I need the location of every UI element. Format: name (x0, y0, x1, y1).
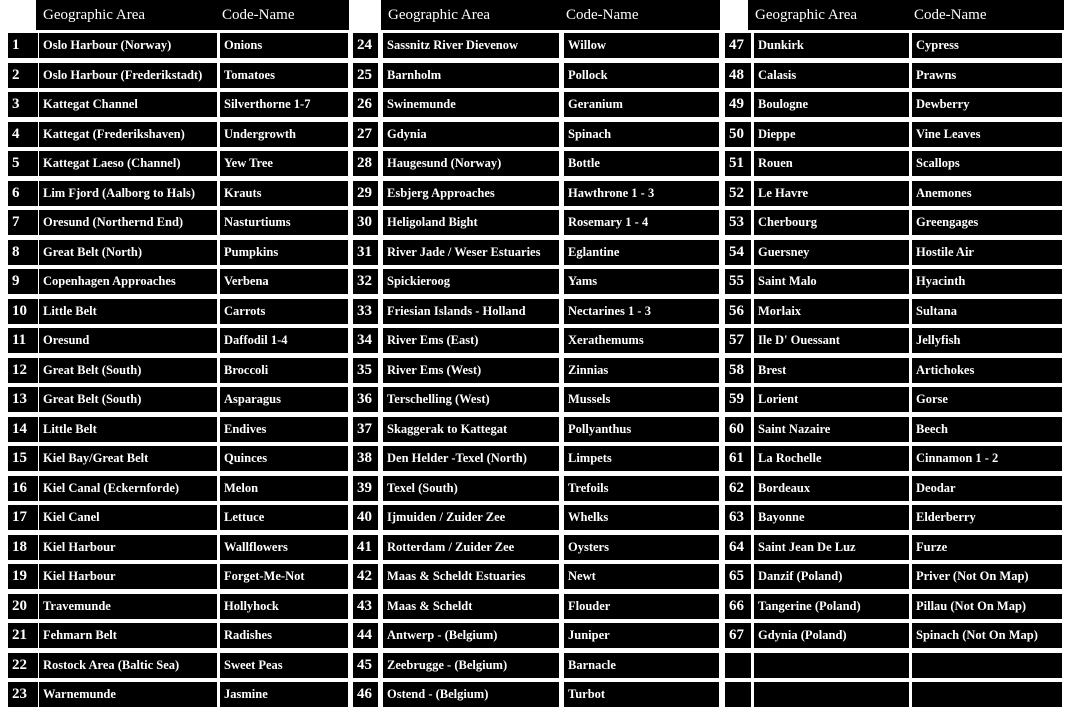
row-number: 51 (725, 151, 751, 176)
row-number: 42 (353, 564, 378, 589)
code-name-cell: Artichokes (912, 358, 1062, 383)
geographic-area-cell: Tangerine (Poland) (754, 594, 909, 619)
code-name-cell: Sweet Peas (220, 653, 348, 678)
code-name-cell: Cypress (912, 33, 1062, 58)
code-name-cell: Verbena (220, 269, 348, 294)
row-number: 32 (353, 269, 378, 294)
geographic-area-cell: Saint Jean De Luz (754, 535, 909, 560)
geographic-area-cell: Great Belt (South) (39, 358, 217, 383)
row-number: 31 (353, 240, 378, 265)
geographic-area-cell: River Ems (East) (383, 328, 559, 353)
code-name-cell (912, 653, 1062, 678)
code-name-cell (912, 682, 1062, 707)
row-number: 47 (725, 33, 751, 58)
geographic-area-cell: Rostock Area (Baltic Sea) (39, 653, 217, 678)
code-name-cell: Tomatoes (220, 63, 348, 88)
code-name-cell: Vine Leaves (912, 122, 1062, 147)
row-number: 34 (353, 328, 378, 353)
geographic-area-cell: Travemunde (39, 594, 217, 619)
code-name-cell: Daffodil 1-4 (220, 328, 348, 353)
code-name-cell: Deodar (912, 476, 1062, 501)
code-name-cell: Hyacinth (912, 269, 1062, 294)
code-name-cell: Pollock (564, 63, 719, 88)
code-name-cell: Furze (912, 535, 1062, 560)
geographic-area-cell: Great Belt (North) (39, 240, 217, 265)
row-number: 3 (8, 92, 38, 117)
header-code-col3: Code-Name (908, 0, 1064, 30)
geographic-area-cell: Heligoland Bight (383, 210, 559, 235)
code-name-cell: Yams (564, 269, 719, 294)
row-number: 41 (353, 535, 378, 560)
geographic-area-cell: Oslo Harbour (Norway) (39, 33, 217, 58)
geographic-area-cell: River Ems (West) (383, 358, 559, 383)
row-number: 52 (725, 181, 751, 206)
geographic-area-cell: Saint Malo (754, 269, 909, 294)
geographic-area-cell: Antwerp - (Belgium) (383, 623, 559, 648)
code-name-cell: Zinnias (564, 358, 719, 383)
row-number (725, 682, 751, 707)
geographic-area-cell: La Rochelle (754, 446, 909, 471)
code-name-cell: Trefoils (564, 476, 719, 501)
code-name-cell: Pillau (Not On Map) (912, 594, 1062, 619)
geographic-area-cell: Maas & Scheldt (383, 594, 559, 619)
geographic-area-cell: Fehmarn Belt (39, 623, 217, 648)
code-name-cell: Cinnamon 1 - 2 (912, 446, 1062, 471)
geographic-area-cell: Ijmuiden / Zuider Zee (383, 505, 559, 530)
geographic-area-cell: Oresund (Northernd End) (39, 210, 217, 235)
row-number: 15 (8, 446, 38, 471)
row-number (725, 653, 751, 678)
geographic-area-cell: Gdynia (Poland) (754, 623, 909, 648)
row-number: 63 (725, 505, 751, 530)
code-name-cell: Krauts (220, 181, 348, 206)
geographic-area-cell: Ostend - (Belgium) (383, 682, 559, 707)
row-number: 28 (353, 151, 378, 176)
code-name-cell: Pollyanthus (564, 417, 719, 442)
row-number: 10 (8, 299, 38, 324)
geographic-area-cell: Rotterdam / Zuider Zee (383, 535, 559, 560)
row-number: 36 (353, 387, 378, 412)
code-name-cell: Mussels (564, 387, 719, 412)
row-number: 57 (725, 328, 751, 353)
geographic-area-cell: Rouen (754, 151, 909, 176)
code-name-cell: Pumpkins (220, 240, 348, 265)
row-number: 37 (353, 417, 378, 442)
row-number: 46 (353, 682, 378, 707)
row-number: 45 (353, 653, 378, 678)
geographic-area-cell: Sassnitz River Dievenow (383, 33, 559, 58)
code-name-cell: Undergrowth (220, 122, 348, 147)
code-name-cell: Onions (220, 33, 348, 58)
code-name-cell: Flouder (564, 594, 719, 619)
code-name-cell: Carrots (220, 299, 348, 324)
geographic-area-cell: Zeebrugge - (Belgium) (383, 653, 559, 678)
code-name-cell: Oysters (564, 535, 719, 560)
code-name-cell: Sultana (912, 299, 1062, 324)
row-number: 1 (8, 33, 38, 58)
row-number: 64 (725, 535, 751, 560)
geographic-area-cell: Kiel Bay/Great Belt (39, 446, 217, 471)
geographic-area-cell: Haugesund (Norway) (383, 151, 559, 176)
geographic-area-cell: Swinemunde (383, 92, 559, 117)
row-number: 24 (353, 33, 378, 58)
code-name-cell: Silverthorne 1-7 (220, 92, 348, 117)
row-number: 30 (353, 210, 378, 235)
geographic-area-cell: Bordeaux (754, 476, 909, 501)
geographic-area-cell: Terschelling (West) (383, 387, 559, 412)
geographic-area-cell: Skaggerak to Kattegat (383, 417, 559, 442)
row-number: 55 (725, 269, 751, 294)
row-number: 44 (353, 623, 378, 648)
geographic-area-cell: Oresund (39, 328, 217, 353)
geographic-area-cell: Kiel Canel (39, 505, 217, 530)
geographic-area-cell: Lorient (754, 387, 909, 412)
code-name-cell: Jellyfish (912, 328, 1062, 353)
geographic-area-cell: Warnemunde (39, 682, 217, 707)
row-number: 66 (725, 594, 751, 619)
geographic-area-cell (754, 653, 909, 678)
row-number: 49 (725, 92, 751, 117)
row-number: 25 (353, 63, 378, 88)
row-number: 40 (353, 505, 378, 530)
code-name-cell: Hollyhock (220, 594, 348, 619)
geographic-area-cell: Le Havre (754, 181, 909, 206)
code-name-cell: Beech (912, 417, 1062, 442)
row-number: 6 (8, 181, 38, 206)
geographic-area-cell: Cherbourg (754, 210, 909, 235)
geographic-area-cell: Calasis (754, 63, 909, 88)
code-name-cell: Juniper (564, 623, 719, 648)
header-code-col1: Code-Name (216, 0, 349, 30)
geographic-area-cell: Kiel Canal (Eckernforde) (39, 476, 217, 501)
row-number: 11 (8, 328, 38, 353)
row-number: 21 (8, 623, 38, 648)
geographic-area-cell: Friesian Islands - Holland (383, 299, 559, 324)
code-name-cell: Prawns (912, 63, 1062, 88)
row-number: 7 (8, 210, 38, 235)
code-name-cell: Geranium (564, 92, 719, 117)
row-number: 62 (725, 476, 751, 501)
row-number: 59 (725, 387, 751, 412)
code-name-cell: Melon (220, 476, 348, 501)
row-number: 26 (353, 92, 378, 117)
row-number: 38 (353, 446, 378, 471)
geographic-area-cell: Boulogne (754, 92, 909, 117)
row-number: 8 (8, 240, 38, 265)
geographic-area-cell: Little Belt (39, 299, 217, 324)
row-number: 67 (725, 623, 751, 648)
geographic-area-cell: Barnholm (383, 63, 559, 88)
geographic-area-cell: Dunkirk (754, 33, 909, 58)
geographic-area-cell: Maas & Scheldt Estuaries (383, 564, 559, 589)
row-number: 33 (353, 299, 378, 324)
geographic-area-cell: Texel (South) (383, 476, 559, 501)
row-number: 65 (725, 564, 751, 589)
row-number: 9 (8, 269, 38, 294)
geographic-area-cell: Kattegat Channel (39, 92, 217, 117)
row-number: 20 (8, 594, 38, 619)
code-name-cell: Barnacle (564, 653, 719, 678)
row-number: 22 (8, 653, 38, 678)
header-area-col1: Geographic Area (36, 0, 216, 30)
row-number: 39 (353, 476, 378, 501)
geographic-area-cell: Brest (754, 358, 909, 383)
geographic-area-cell: Ile D' Ouessant (754, 328, 909, 353)
row-number: 19 (8, 564, 38, 589)
geographic-area-cell: Saint Nazaire (754, 417, 909, 442)
code-name-cell: Yew Tree (220, 151, 348, 176)
code-name-cell: Nectarines 1 - 3 (564, 299, 719, 324)
geographic-area-cell: Guersney (754, 240, 909, 265)
code-name-cell: Elderberry (912, 505, 1062, 530)
row-number: 56 (725, 299, 751, 324)
code-name-cell: Eglantine (564, 240, 719, 265)
geographic-area-cell: Great Belt (South) (39, 387, 217, 412)
code-name-cell: Radishes (220, 623, 348, 648)
code-name-cell: Forget-Me-Not (220, 564, 348, 589)
code-name-cell: Spinach (564, 122, 719, 147)
geographic-area-cell (754, 682, 909, 707)
code-name-cell: Limpets (564, 446, 719, 471)
header-area-col3: Geographic Area (748, 0, 908, 30)
row-number: 23 (8, 682, 38, 707)
row-number: 12 (8, 358, 38, 383)
code-name-cell: Hostile Air (912, 240, 1062, 265)
row-number: 16 (8, 476, 38, 501)
geographic-area-cell: Copenhagen Approaches (39, 269, 217, 294)
geographic-area-cell: Spickieroog (383, 269, 559, 294)
code-name-cell: Greengages (912, 210, 1062, 235)
row-number: 29 (353, 181, 378, 206)
row-number: 61 (725, 446, 751, 471)
code-name-cell: Nasturtiums (220, 210, 348, 235)
code-name-cell: Gorse (912, 387, 1062, 412)
geographic-area-cell: Gdynia (383, 122, 559, 147)
code-name-cell: Dewberry (912, 92, 1062, 117)
geographic-area-cell: Kattegat Laeso (Channel) (39, 151, 217, 176)
geographic-area-cell: Kiel Harbour (39, 564, 217, 589)
row-number: 14 (8, 417, 38, 442)
code-name-cell: Newt (564, 564, 719, 589)
code-name-cell: Willow (564, 33, 719, 58)
row-number: 48 (725, 63, 751, 88)
geographic-area-cell: Danzif (Poland) (754, 564, 909, 589)
row-number: 43 (353, 594, 378, 619)
geographic-area-cell: Bayonne (754, 505, 909, 530)
code-name-cell: Priver (Not On Map) (912, 564, 1062, 589)
header-area-col2: Geographic Area (381, 0, 560, 30)
row-number: 35 (353, 358, 378, 383)
code-name-cell: Lettuce (220, 505, 348, 530)
geographic-area-cell: Little Belt (39, 417, 217, 442)
geographic-area-cell: Lim Fjord (Aalborg to Hals) (39, 181, 217, 206)
row-number: 5 (8, 151, 38, 176)
geographic-area-cell: Oslo Harbour (Frederikstadt) (39, 63, 217, 88)
code-name-cell: Whelks (564, 505, 719, 530)
code-name-cell: Turbot (564, 682, 719, 707)
row-number: 18 (8, 535, 38, 560)
row-number: 58 (725, 358, 751, 383)
code-name-cell: Quinces (220, 446, 348, 471)
code-name-cell: Jasmine (220, 682, 348, 707)
header-code-col2: Code-Name (560, 0, 720, 30)
geographic-area-cell: River Jade / Weser Estuaries (383, 240, 559, 265)
code-name-cell: Endives (220, 417, 348, 442)
code-name-cell: Wallflowers (220, 535, 348, 560)
code-name-cell: Bottle (564, 151, 719, 176)
code-name-cell: Anemones (912, 181, 1062, 206)
row-number: 53 (725, 210, 751, 235)
row-number: 4 (8, 122, 38, 147)
code-name-cell: Xerathemums (564, 328, 719, 353)
geographic-area-cell: Morlaix (754, 299, 909, 324)
row-number: 54 (725, 240, 751, 265)
geographic-area-cell: Den Helder -Texel (North) (383, 446, 559, 471)
row-number: 17 (8, 505, 38, 530)
code-name-cell: Scallops (912, 151, 1062, 176)
code-name-cell: Spinach (Not On Map) (912, 623, 1062, 648)
code-name-cell: Asparagus (220, 387, 348, 412)
geographic-area-cell: Esbjerg Approaches (383, 181, 559, 206)
row-number: 50 (725, 122, 751, 147)
geographic-area-cell: Kattegat (Frederikshaven) (39, 122, 217, 147)
row-number: 27 (353, 122, 378, 147)
geographic-area-cell: Kiel Harbour (39, 535, 217, 560)
code-name-cell: Rosemary 1 - 4 (564, 210, 719, 235)
code-name-cell: Broccoli (220, 358, 348, 383)
row-number: 60 (725, 417, 751, 442)
geographic-area-cell: Dieppe (754, 122, 909, 147)
row-number: 13 (8, 387, 38, 412)
code-name-cell: Hawthrone 1 - 3 (564, 181, 719, 206)
row-number: 2 (8, 63, 38, 88)
